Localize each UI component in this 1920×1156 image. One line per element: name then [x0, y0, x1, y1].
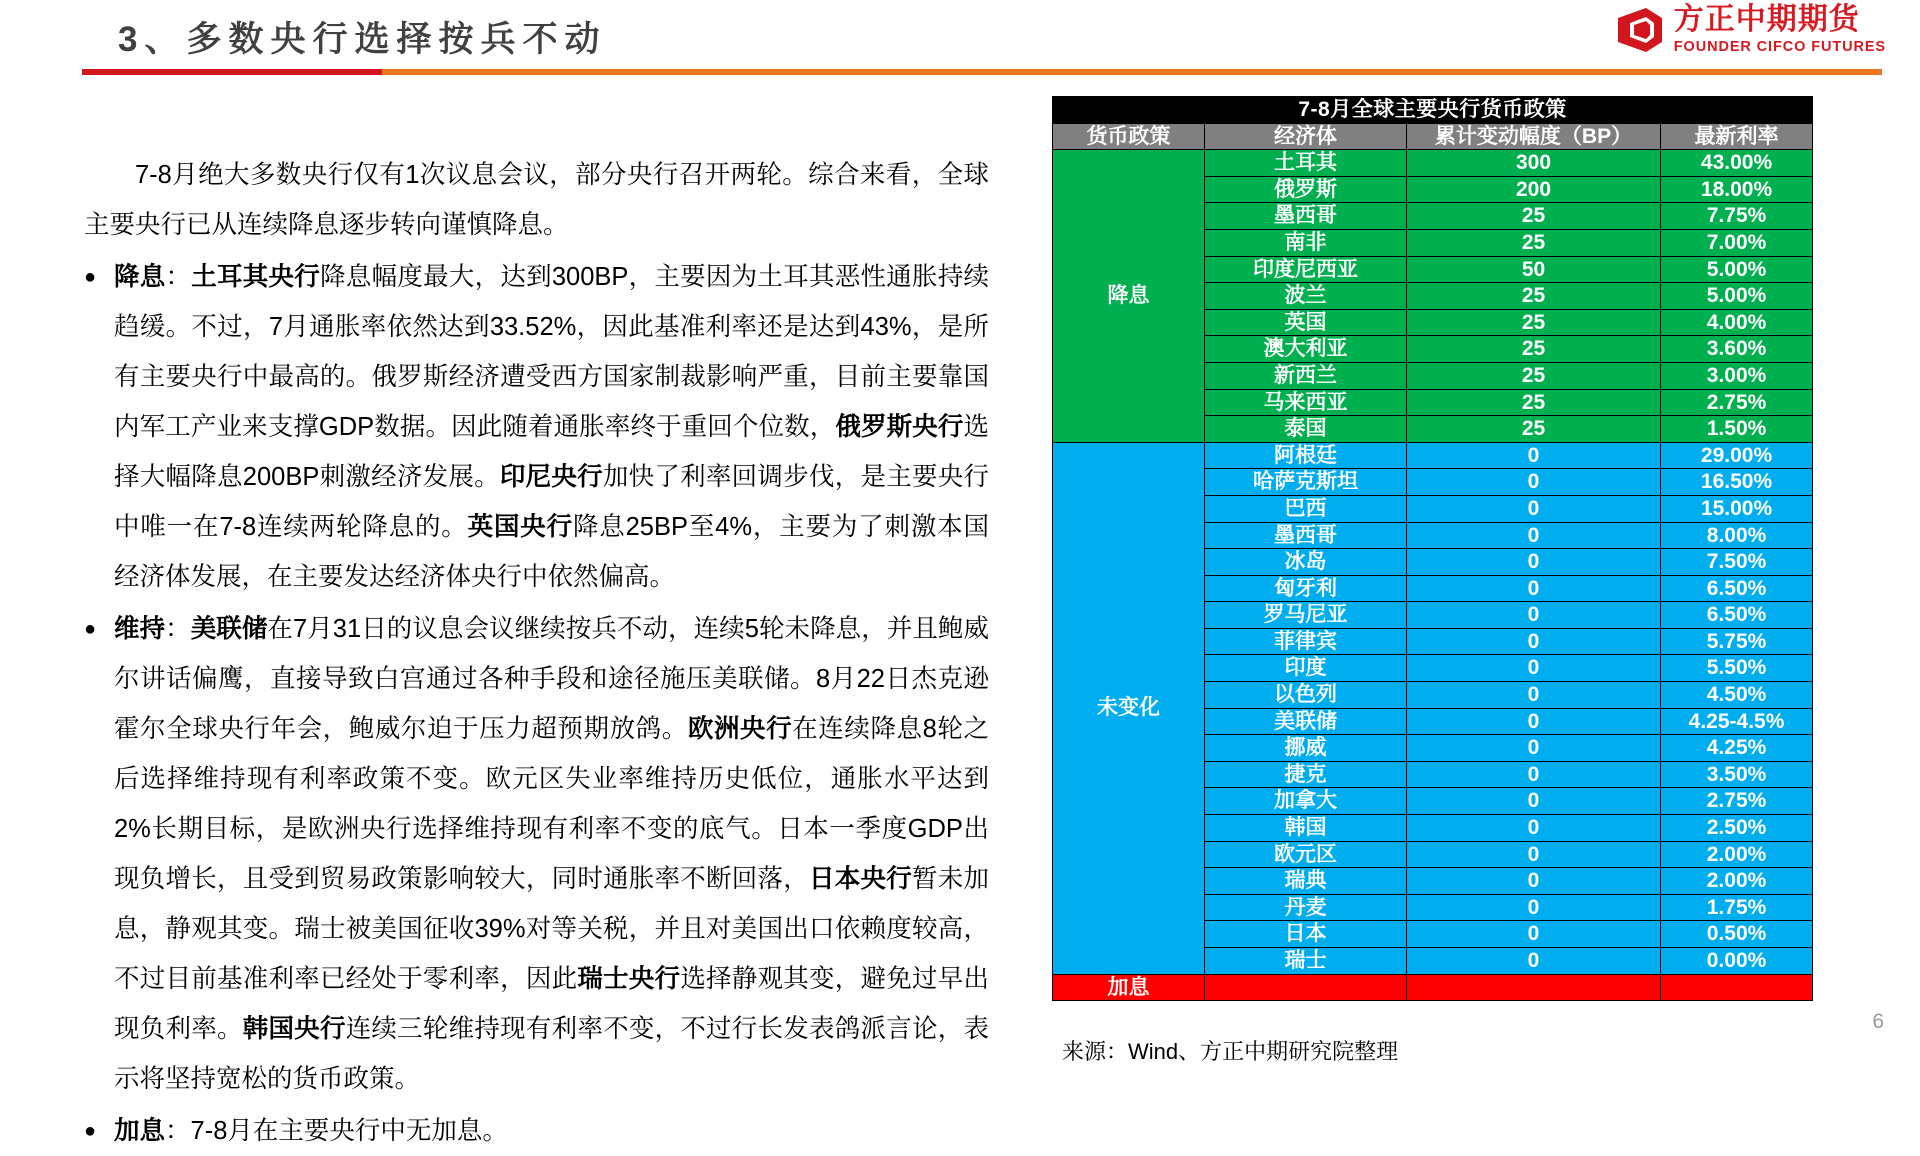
- bullet-text: [114, 252, 989, 602]
- cell-rate: 1.75%: [1661, 894, 1813, 921]
- monetary-policy-table: [1052, 96, 1812, 1001]
- policy-group-label: 未变化: [1053, 442, 1205, 974]
- cell-bp: 0: [1407, 602, 1661, 629]
- page-title: 3、多数央行选择按兵不动: [118, 20, 607, 59]
- cell-bp: 0: [1407, 788, 1661, 815]
- cell-rate: 0.00%: [1661, 948, 1813, 975]
- cell-rate: 2.00%: [1661, 868, 1813, 895]
- cell-bp: 0: [1407, 575, 1661, 602]
- cell-economy: 匈牙利: [1205, 575, 1407, 602]
- cell-rate: 7.75%: [1661, 203, 1813, 230]
- cell-bp: 0: [1407, 921, 1661, 948]
- cell-economy: 哈萨克斯坦: [1205, 469, 1407, 496]
- cell-rate: 43.00%: [1661, 150, 1813, 177]
- cell-economy: 土耳其: [1205, 150, 1407, 177]
- cell-bp: 0: [1407, 735, 1661, 762]
- cell-rate: 3.60%: [1661, 336, 1813, 363]
- cell-rate: 6.50%: [1661, 602, 1813, 629]
- cell-bp: 0: [1407, 655, 1661, 682]
- cell-economy: 美联储: [1205, 708, 1407, 735]
- column-header: 货币政策: [1053, 123, 1205, 150]
- cell-economy: 墨西哥: [1205, 203, 1407, 230]
- cell-bp: 0: [1407, 841, 1661, 868]
- cell-economy: 南非: [1205, 229, 1407, 256]
- page-number: 6: [1872, 1010, 1884, 1033]
- cell-economy: 泰国: [1205, 416, 1407, 443]
- cell-bp: 25: [1407, 203, 1661, 230]
- cell-economy: 新西兰: [1205, 362, 1407, 389]
- bullet-list: [84, 252, 989, 1156]
- table-title: 7-8月全球主要央行货币政策: [1053, 97, 1813, 124]
- cell-economy: 澳大利亚: [1205, 336, 1407, 363]
- table-header-row: [1053, 123, 1813, 150]
- cell-bp: 200: [1407, 176, 1661, 203]
- cell-economy: 欧元区: [1205, 841, 1407, 868]
- cell-bp: 25: [1407, 229, 1661, 256]
- plain-text: 在7月31日的议息会议继续按兵不动，连续5轮未降息，并且鲍威尔讲话偏鹰，直接导致白宫通过各种手段和途径施压美联储。8月22日杰克逊霍尔全球央行年会，鲍威尔迫于压力超预期放鸽。: [114, 615, 989, 743]
- plain-text: 降息幅度最大，达到300BP，主要因为土耳其恶性通胀持续趋缓。不过，7月通胀率依然达到33.52%，因此基准利率还是达到43%，是所有主要央行中最高的。俄罗斯经济遭受西方国家制裁影响严重，目前主要靠国内军工产业来支撑GDP数据。因此随着通胀率终于重回个位数，: [114, 263, 989, 441]
- policy-group-label: 降息: [1053, 150, 1205, 443]
- cell-economy: 英国: [1205, 309, 1407, 336]
- bullet-dot-icon: ●: [84, 618, 97, 640]
- bullet-separator: ：: [165, 1117, 191, 1145]
- plain-text: 连续三轮维持现有利率不变，不过行长发表鸽派言论，表示将坚持宽松的货币政策。: [114, 1015, 989, 1093]
- slide-header: [0, 0, 1920, 76]
- bullet-text: [114, 1106, 989, 1156]
- cell-economy: 印度: [1205, 655, 1407, 682]
- cell-economy: 菲律宾: [1205, 628, 1407, 655]
- table-row: [1053, 442, 1813, 469]
- cell-bp: 50: [1407, 256, 1661, 283]
- cell-bp: 25: [1407, 362, 1661, 389]
- emphasis-text: 欧洲央行: [687, 715, 793, 743]
- cell-rate: 6.50%: [1661, 575, 1813, 602]
- emphasis-text: 印尼央行: [499, 463, 603, 491]
- table-row: [1053, 150, 1813, 177]
- cell-economy: 韩国: [1205, 815, 1407, 842]
- cell-bp: 0: [1407, 522, 1661, 549]
- cell-bp: 25: [1407, 336, 1661, 363]
- cell-economy: 加拿大: [1205, 788, 1407, 815]
- cell-bp: 300: [1407, 150, 1661, 177]
- cell-bp: 0: [1407, 894, 1661, 921]
- cell-economy: 罗马尼亚: [1205, 602, 1407, 629]
- cell-rate: 1.50%: [1661, 416, 1813, 443]
- cell-economy: 马来西亚: [1205, 389, 1407, 416]
- cell-rate: 16.50%: [1661, 469, 1813, 496]
- cell-economy: 墨西哥: [1205, 522, 1407, 549]
- cell-bp: 0: [1407, 761, 1661, 788]
- cell-rate: 5.00%: [1661, 256, 1813, 283]
- emphasis-text: 韩国央行: [242, 1015, 346, 1043]
- cell-economy: 波兰: [1205, 283, 1407, 310]
- bullet-item: [84, 1106, 989, 1156]
- cell-rate: 5.00%: [1661, 283, 1813, 310]
- cell-rate: 2.75%: [1661, 389, 1813, 416]
- header-divider: [82, 69, 1882, 75]
- plain-text: 加快了利率回调步伐，是主要央行中唯一在7-8连续两轮降息的。: [114, 463, 989, 541]
- cell-rate: 8.00%: [1661, 522, 1813, 549]
- emphasis-text: 英国央行: [467, 513, 573, 541]
- bullet-dot-icon: ●: [84, 266, 97, 288]
- cell-rate: [1661, 974, 1813, 1001]
- cell-bp: 0: [1407, 868, 1661, 895]
- cell-bp: 25: [1407, 309, 1661, 336]
- cell-bp: 25: [1407, 416, 1661, 443]
- cell-rate: 5.50%: [1661, 655, 1813, 682]
- cell-rate: 15.00%: [1661, 495, 1813, 522]
- bullet-item: [84, 252, 989, 602]
- header-divider-accent: [82, 69, 382, 75]
- emphasis-text: 日本央行: [809, 865, 912, 893]
- cell-economy: 俄罗斯: [1205, 176, 1407, 203]
- column-header: 经济体: [1205, 123, 1407, 150]
- cell-rate: 4.25-4.5%: [1661, 708, 1813, 735]
- cell-bp: 0: [1407, 469, 1661, 496]
- cell-bp: [1407, 974, 1661, 1001]
- cell-rate: 2.75%: [1661, 788, 1813, 815]
- cell-rate: 4.25%: [1661, 735, 1813, 762]
- cell-bp: 0: [1407, 549, 1661, 576]
- cell-bp: 25: [1407, 389, 1661, 416]
- bullet-item: [84, 604, 989, 1104]
- logo-text-en: FOUNDER CIFCO FUTURES: [1673, 39, 1886, 55]
- bullet-dot-icon: ●: [84, 1120, 97, 1142]
- cell-rate: 3.00%: [1661, 362, 1813, 389]
- cell-rate: 3.50%: [1661, 761, 1813, 788]
- table-title-row: [1053, 97, 1813, 124]
- cell-economy: 丹麦: [1205, 894, 1407, 921]
- company-logo: [1616, 5, 1886, 55]
- column-header: 最新利率: [1661, 123, 1813, 150]
- emphasis-text: 瑞士央行: [577, 965, 681, 993]
- cell-economy: 巴西: [1205, 495, 1407, 522]
- plain-text: 在连续降息8轮之后选择维持现有利率政策不变。欧元区失业率维持历史低位，通胀水平达到2%长期目标，是欧洲央行选择维持现有利率不变的底气。日本一季度GDP出现负增长，且受到贸易政策影响较大，同时通胀率不断回落，: [114, 715, 989, 893]
- cell-bp: 25: [1407, 283, 1661, 310]
- cell-bp: 0: [1407, 708, 1661, 735]
- emphasis-text: 土耳其央行: [191, 263, 321, 291]
- cell-economy: 瑞典: [1205, 868, 1407, 895]
- plain-text: 选择静观其变，避免过早出现负利率。: [114, 965, 989, 1043]
- emphasis-text: 美联储: [190, 615, 268, 643]
- table-row: [1053, 974, 1813, 1001]
- cell-bp: 0: [1407, 948, 1661, 975]
- cell-economy: 印度尼西亚: [1205, 256, 1407, 283]
- cell-economy: 阿根廷: [1205, 442, 1407, 469]
- bullet-text: [114, 604, 989, 1104]
- founder-logo-icon: [1616, 6, 1664, 54]
- cell-economy: 冰岛: [1205, 549, 1407, 576]
- cell-rate: 0.50%: [1661, 921, 1813, 948]
- cell-rate: 2.00%: [1661, 841, 1813, 868]
- plain-text: 降息25BP至4%，主要为了刺激本国经济体发展，在主要发达经济体央行中依然偏高。: [114, 513, 989, 591]
- cell-rate: 7.50%: [1661, 549, 1813, 576]
- bullet-label: 维持: [114, 615, 166, 643]
- cell-bp: 0: [1407, 495, 1661, 522]
- policy-group-label: 加息: [1053, 974, 1205, 1001]
- plain-text: 7-8月在主要央行中无加息。: [190, 1117, 508, 1145]
- table-body: [1053, 150, 1813, 1001]
- cell-bp: 0: [1407, 815, 1661, 842]
- bullet-separator: ：: [165, 263, 192, 291]
- column-header: 累计变动幅度（BP）: [1407, 123, 1661, 150]
- bullet-label: 降息: [114, 263, 166, 291]
- cell-rate: 4.50%: [1661, 682, 1813, 709]
- cell-rate: 18.00%: [1661, 176, 1813, 203]
- cell-economy: 日本: [1205, 921, 1407, 948]
- plain-text: 选择大幅降息200BP刺激经济发展。: [114, 413, 989, 491]
- cell-rate: 29.00%: [1661, 442, 1813, 469]
- cell-economy: [1205, 974, 1407, 1001]
- intro-paragraph: 7-8月绝大多数央行仅有1次议息会议，部分央行召开两轮。综合来看，全球主要央行已从连续降息逐步转向谨慎降息。: [84, 161, 989, 239]
- body-text-column: [84, 150, 989, 1156]
- cell-bp: 0: [1407, 442, 1661, 469]
- emphasis-text: 俄罗斯央行: [835, 413, 964, 441]
- cell-rate: 5.75%: [1661, 628, 1813, 655]
- source-note: 来源：Wind、方正中期研究院整理: [1062, 1039, 1399, 1064]
- cell-economy: 挪威: [1205, 735, 1407, 762]
- cell-rate: 4.00%: [1661, 309, 1813, 336]
- cell-economy: 瑞士: [1205, 948, 1407, 975]
- cell-bp: 0: [1407, 682, 1661, 709]
- bullet-separator: ：: [165, 615, 191, 643]
- logo-text-cn: 方正中期期货: [1673, 3, 1860, 36]
- cell-rate: 7.00%: [1661, 229, 1813, 256]
- cell-economy: 以色列: [1205, 682, 1407, 709]
- cell-economy: 捷克: [1205, 761, 1407, 788]
- bullet-label: 加息: [114, 1117, 166, 1145]
- plain-text: 暂未加息，静观其变。瑞士被美国征收39%对等关税，并且对美国出口依赖度较高，不过目前基准利率已经处于零利率，因此: [114, 865, 989, 993]
- cell-bp: 0: [1407, 628, 1661, 655]
- cell-rate: 2.50%: [1661, 815, 1813, 842]
